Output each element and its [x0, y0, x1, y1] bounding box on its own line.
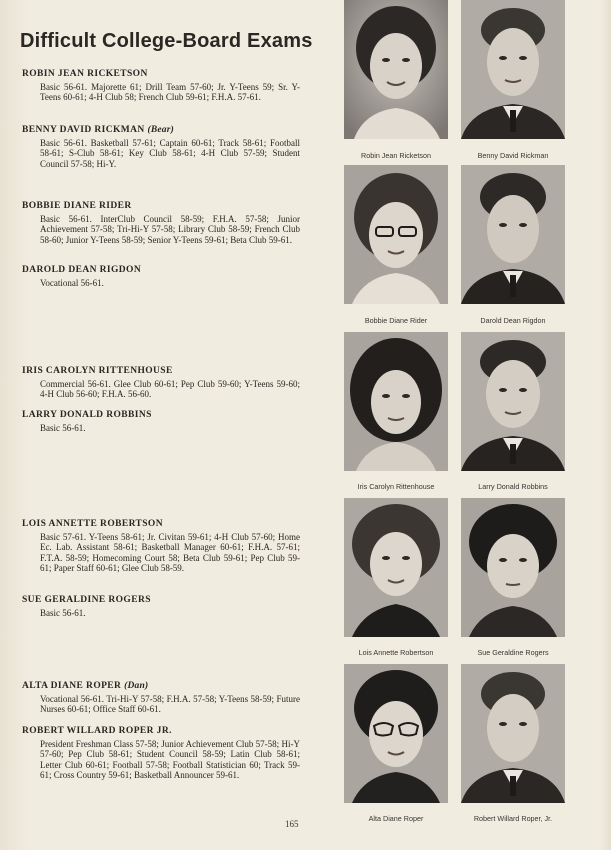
student-entry-rider: [22, 200, 300, 245]
portrait-photo-male: [461, 165, 565, 304]
photo-caption: Bobbie Diane Rider: [364, 316, 428, 325]
student-activities: Basic 56-61.: [40, 423, 86, 433]
portrait-photo-female: [344, 0, 448, 139]
student-activities: Basic 56-61. InterClub Council 58-59; F.H.A. 57-58; Junior Achievement 57-58; Tri-Hi-Y 57-58; Library Club 58-59; French Club 58-60; Junior Y-Teens 58-59; Senior Y-Teens 59-61; Beta Club 59-61.: [40, 214, 300, 245]
student-entry-rigdon: [22, 264, 300, 288]
photo-caption: Iris Carolyn Rittenhouse: [357, 482, 435, 491]
student-entry-robbins: [22, 409, 300, 433]
photo-caption: Alta Diane Roper: [368, 814, 424, 823]
portrait-photo-male: [461, 0, 565, 139]
photo-caption: Larry Donald Robbins: [478, 482, 548, 491]
student-entry-rickman: [22, 124, 300, 169]
student-name: ROBIN JEAN RICKETSON: [22, 69, 148, 79]
student-entry-rittenhouse: [22, 365, 300, 400]
portrait-photo-female: [344, 498, 448, 637]
student-activities: Commercial 56-61. Glee Club 60-61; Pep Club 59-60; Y-Teens 59-60; 4-H Club 56-60; F.H.A. 56-60.: [40, 379, 300, 400]
student-entry-rogers: [22, 594, 300, 618]
student-entry-robertson: [22, 518, 300, 574]
page-number: 165: [285, 819, 299, 829]
student-activities: Basic 57-61. Y-Teens 58-61; Jr. Civitan 59-61; 4-H Club 57-60; Home Ec. Lab. Assistant 58-61; Basketball Manager 60-61; F.H.A. 57-61; F.T.A. 58-59; Homecoming Court 58; Beta Club 59-61; Pep Club 59-61; Paper Staff 60-61; Glee Club 58-59.: [40, 532, 300, 574]
student-entry-robert-roper: [22, 725, 300, 781]
student-name: SUE GERALDINE ROGERS: [22, 595, 151, 605]
portrait-photo-female: [461, 498, 565, 637]
student-activities: Basic 56-61. Majorette 61; Drill Team 57-60; Jr. Y-Teens 59; Sr. Y-Teens 60-61; 4-H Club 58; French Club 59-61; F.H.A. 57-61.: [40, 82, 300, 103]
portrait-photo-female: [344, 165, 448, 304]
page-title: Difficult College-Board Exams: [20, 30, 313, 52]
student-name: IRIS CAROLYN RITTENHOUSE: [22, 366, 173, 376]
student-name: LOIS ANNETTE ROBERTSON: [22, 519, 163, 529]
student-activities: President Freshman Class 57-58; Junior Achievement Club 57-58; Hi-Y 57-60; Pep Club 58-61; Student Council 58-59; Latin Club 58-61; Letter Club 60-61; Football 57-58; Football Statistician 60; Track 59-61; Cross Country 59-61; Basketball Announcer 59-61.: [40, 739, 300, 781]
portrait-photo-female: [344, 332, 448, 471]
student-name: LARRY DONALD ROBBINS: [22, 410, 152, 420]
student-entry-alta-roper: [22, 680, 300, 715]
student-activities: Vocational 56-61.: [40, 278, 104, 288]
portrait-photo-male: [461, 332, 565, 471]
student-entry-ricketson: [22, 68, 300, 103]
student-activities: Basic 56-61. Basketball 57-61; Captain 60-61; Track 58-61; Football 58-61; S-Club 58-61; Key Club 58-61; 4-H Club 57-59; Student Council 57-58; Hi-Y.: [40, 138, 300, 169]
student-nickname: (Bear): [147, 125, 174, 135]
student-name: BENNY DAVID RICKMAN (Bear): [22, 125, 174, 135]
photo-caption: Robin Jean Ricketson: [361, 151, 431, 160]
student-name: DAROLD DEAN RIGDON: [22, 265, 142, 275]
photo-caption: Darold Dean Rigdon: [480, 316, 546, 325]
portrait-photo-male: [461, 664, 565, 803]
student-activities: Vocational 56-61. Tri-Hi-Y 57-58; F.H.A. 57-58; Y-Teens 58-59; Future Nurses 60-61; Office Staff 60-61.: [40, 694, 300, 715]
portrait-photo-female: [344, 664, 448, 803]
photo-caption: Benny David Rickman: [477, 151, 549, 160]
photo-caption: Lois Annette Robertson: [358, 648, 434, 657]
student-name: ROBERT WILLARD ROPER JR.: [22, 726, 172, 736]
student-name: ALTA DIANE ROPER (Dan): [22, 681, 149, 691]
photo-caption: Sue Geraldine Rogers: [477, 648, 549, 657]
student-name: BOBBIE DIANE RIDER: [22, 201, 132, 211]
photo-caption: Robert Willard Roper, Jr.: [473, 814, 553, 823]
student-activities: Basic 56-61.: [40, 608, 86, 618]
student-nickname: (Dan): [124, 681, 149, 691]
